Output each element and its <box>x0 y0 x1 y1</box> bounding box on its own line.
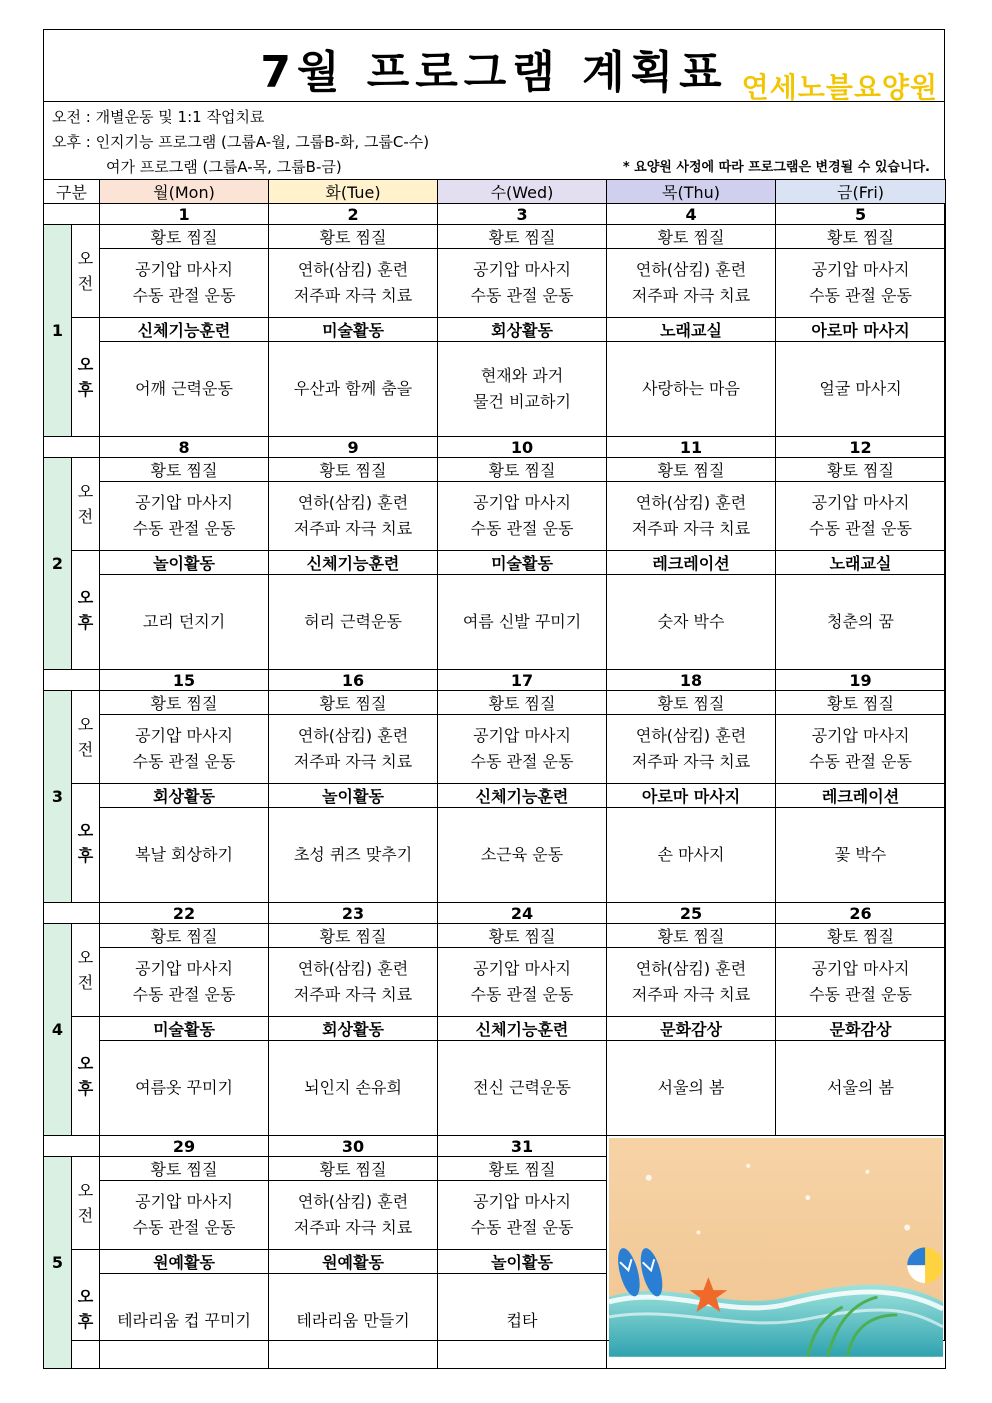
date-row <box>44 437 946 458</box>
am-program-row <box>44 249 946 318</box>
pm-program-cell: 테라리움 컵 꾸미기 <box>100 1274 269 1369</box>
note-am: 오전 : 개별운동 및 1:1 작업치료 <box>52 108 265 126</box>
am-program-row <box>44 482 946 551</box>
am-program-cell: 연하(삼킴) 훈련 저주파 자극 치료 <box>607 948 776 1017</box>
pm-title-cell: 원예활동 <box>100 1250 269 1274</box>
pm-title-cell: 회상활동 <box>269 1017 438 1041</box>
pm-title-cell: 아로마 마사지 <box>776 318 946 342</box>
am-program-cell: 공기압 마사지 수동 관절 운동 <box>100 1181 269 1250</box>
am-task-row <box>44 458 946 482</box>
pm-program-cell: 컵타 <box>438 1274 607 1369</box>
header-day-tue: 화(Tue) <box>269 180 438 204</box>
pm-title-cell: 신체기능훈련 <box>438 784 607 808</box>
am-task-cell: 황토 찜질 <box>269 924 438 948</box>
date-cell: 25 <box>607 903 776 924</box>
pm-title-cell: 회상활동 <box>438 318 607 342</box>
header-day-wed: 수(Wed) <box>438 180 607 204</box>
date-cell: 8 <box>100 437 269 458</box>
am-program-cell: 공기압 마사지 수동 관절 운동 <box>776 249 946 318</box>
pm-program-cell: 초성 퀴즈 맞추기 <box>269 808 438 903</box>
date-cell: 11 <box>607 437 776 458</box>
pm-title-cell: 놀이활동 <box>269 784 438 808</box>
date-cell: 2 <box>269 204 438 225</box>
am-program-cell: 공기압 마사지 수동 관절 운동 <box>100 249 269 318</box>
date-cell: 30 <box>269 1136 438 1157</box>
am-task-cell: 황토 찜질 <box>776 225 946 249</box>
pm-program-cell: 허리 근력운동 <box>269 575 438 670</box>
pm-title-cell: 신체기능훈련 <box>269 551 438 575</box>
date-cell: 26 <box>776 903 946 924</box>
am-task-cell: 황토 찜질 <box>269 1157 438 1181</box>
date-cell: 9 <box>269 437 438 458</box>
pm-title-cell: 노래교실 <box>607 318 776 342</box>
date-cell: 23 <box>269 903 438 924</box>
am-program-cell: 공기압 마사지 수동 관절 운동 <box>100 715 269 784</box>
am-program-cell: 공기압 마사지 수동 관절 운동 <box>438 715 607 784</box>
pm-title-cell: 회상활동 <box>100 784 269 808</box>
am-label: 오 전 <box>72 458 100 551</box>
am-task-cell: 황토 찜질 <box>100 924 269 948</box>
schedule-table <box>43 179 946 1369</box>
am-task-cell: 황토 찜질 <box>438 924 607 948</box>
am-program-cell: 연하(삼킴) 훈련 저주파 자극 치료 <box>607 249 776 318</box>
header-day-fri: 금(Fri) <box>776 180 946 204</box>
title-area <box>44 30 944 102</box>
pm-title-cell: 신체기능훈련 <box>438 1017 607 1041</box>
pm-title-cell: 문화감상 <box>776 1017 946 1041</box>
am-task-cell: 황토 찜질 <box>438 1157 607 1181</box>
pm-program-cell: 얼굴 마사지 <box>776 342 946 437</box>
date-row <box>44 204 946 225</box>
am-task-row <box>44 225 946 249</box>
week-label: 1 <box>44 225 72 437</box>
pm-label: 오 후 <box>72 551 100 670</box>
pm-program-cell: 여름옷 꾸미기 <box>100 1041 269 1136</box>
am-program-cell: 공기압 마사지 수동 관절 운동 <box>776 482 946 551</box>
organization-name: 연세노블요양원 <box>741 71 938 104</box>
pm-title-cell: 레크레이션 <box>607 551 776 575</box>
date-cell: 19 <box>776 670 946 691</box>
pm-program-cell: 현재와 과거 물건 비교하기 <box>438 342 607 437</box>
am-task-cell: 황토 찜질 <box>100 225 269 249</box>
pm-title-row <box>44 318 946 342</box>
pm-program-cell: 소근육 운동 <box>438 808 607 903</box>
header-row <box>44 180 946 204</box>
pm-program-cell: 서울의 봄 <box>607 1041 776 1136</box>
am-program-cell: 공기압 마사지 수동 관절 운동 <box>438 1181 607 1250</box>
date-cell: 15 <box>100 670 269 691</box>
header-day-mon: 월(Mon) <box>100 180 269 204</box>
header-corner: 구분 <box>44 180 100 204</box>
pm-program-cell: 청춘의 꿈 <box>776 575 946 670</box>
am-program-row <box>44 715 946 784</box>
pm-program-row <box>44 342 946 437</box>
date-cell: 24 <box>438 903 607 924</box>
pm-title-cell: 원예활동 <box>269 1250 438 1274</box>
pm-program-cell: 사랑하는 마음 <box>607 342 776 437</box>
date-cell: 16 <box>269 670 438 691</box>
beach-illustration <box>607 1136 946 1369</box>
pm-program-cell: 전신 근력운동 <box>438 1041 607 1136</box>
date-cell: 18 <box>607 670 776 691</box>
pm-title-cell: 놀이활동 <box>438 1250 607 1274</box>
date-row <box>44 1136 946 1157</box>
pm-program-cell: 우산과 함께 춤을 <box>269 342 438 437</box>
date-row-spacer <box>44 670 100 691</box>
am-task-row <box>44 691 946 715</box>
week-label: 5 <box>44 1157 72 1369</box>
am-program-cell: 연하(삼킴) 훈련 저주파 자극 치료 <box>269 249 438 318</box>
notes-section <box>44 102 944 180</box>
note-pm-cognitive: 오후 : 인지기능 프로그램 (그룹A-월, 그룹B-화, 그룹C-수) <box>52 133 430 151</box>
note-pm-leisure: 여가 프로그램 (그룹A-목, 그룹B-금) <box>106 158 342 176</box>
week-label: 4 <box>44 924 72 1136</box>
pm-title-row <box>44 1017 946 1041</box>
pm-title-row <box>44 551 946 575</box>
am-program-cell: 연하(삼킴) 훈련 저주파 자극 치료 <box>269 1181 438 1250</box>
pm-program-row <box>44 808 946 903</box>
page-title: 7월 프로그램 계획표 <box>260 47 728 98</box>
pm-title-cell: 레크레이션 <box>776 784 946 808</box>
am-task-cell: 황토 찜질 <box>776 691 946 715</box>
am-program-cell: 공기압 마사지 수동 관절 운동 <box>438 249 607 318</box>
date-cell: 4 <box>607 204 776 225</box>
am-program-cell: 연하(삼킴) 훈련 저주파 자극 치료 <box>607 715 776 784</box>
am-label: 오 전 <box>72 1157 100 1250</box>
date-row <box>44 670 946 691</box>
am-task-cell: 황토 찜질 <box>776 458 946 482</box>
pm-program-cell: 손 마사지 <box>607 808 776 903</box>
am-task-cell: 황토 찜질 <box>607 924 776 948</box>
pm-title-cell: 미술활동 <box>438 551 607 575</box>
am-task-cell: 황토 찜질 <box>100 458 269 482</box>
am-label: 오 전 <box>72 225 100 318</box>
am-program-cell: 공기압 마사지 수동 관절 운동 <box>100 482 269 551</box>
pm-program-cell: 서울의 봄 <box>776 1041 946 1136</box>
pm-label: 오 후 <box>72 1250 100 1369</box>
pm-title-cell: 미술활동 <box>269 318 438 342</box>
week-label: 3 <box>44 691 72 903</box>
am-program-cell: 공기압 마사지 수동 관절 운동 <box>438 482 607 551</box>
date-row-spacer <box>44 1136 100 1157</box>
pm-label: 오 후 <box>72 318 100 437</box>
schedule-document <box>43 29 945 1341</box>
pm-program-cell: 어깨 근력운동 <box>100 342 269 437</box>
pm-label: 오 후 <box>72 1017 100 1136</box>
date-cell: 22 <box>100 903 269 924</box>
pm-program-row <box>44 1041 946 1136</box>
am-program-cell: 연하(삼킴) 훈련 저주파 자극 치료 <box>607 482 776 551</box>
pm-title-cell: 신체기능훈련 <box>100 318 269 342</box>
date-cell: 17 <box>438 670 607 691</box>
note-disclaimer: * 요양원 사정에 따라 프로그램은 변경될 수 있습니다. <box>622 160 930 175</box>
date-cell: 10 <box>438 437 607 458</box>
am-program-cell: 공기압 마사지 수동 관절 운동 <box>776 715 946 784</box>
week-label: 2 <box>44 458 72 670</box>
pm-program-cell: 숫자 박수 <box>607 575 776 670</box>
header-day-thu: 목(Thu) <box>607 180 776 204</box>
pm-program-cell: 고리 던지기 <box>100 575 269 670</box>
am-program-row <box>44 948 946 1017</box>
date-cell: 29 <box>100 1136 269 1157</box>
am-task-cell: 황토 찜질 <box>607 458 776 482</box>
am-program-cell: 연하(삼킴) 훈련 저주파 자극 치료 <box>269 948 438 1017</box>
am-program-cell: 공기압 마사지 수동 관절 운동 <box>100 948 269 1017</box>
date-row-spacer <box>44 437 100 458</box>
date-row-spacer <box>44 204 100 225</box>
date-cell: 31 <box>438 1136 607 1157</box>
pm-title-cell: 미술활동 <box>100 1017 269 1041</box>
pm-program-cell: 꽃 박수 <box>776 808 946 903</box>
am-task-cell: 황토 찜질 <box>269 225 438 249</box>
am-task-cell: 황토 찜질 <box>607 691 776 715</box>
pm-program-cell: 여름 신발 꾸미기 <box>438 575 607 670</box>
pm-title-row <box>44 784 946 808</box>
am-program-cell: 연하(삼킴) 훈련 저주파 자극 치료 <box>269 482 438 551</box>
am-program-cell: 공기압 마사지 수동 관절 운동 <box>438 948 607 1017</box>
pm-title-cell: 놀이활동 <box>100 551 269 575</box>
am-task-cell: 황토 찜질 <box>776 924 946 948</box>
am-program-cell: 공기압 마사지 수동 관절 운동 <box>776 948 946 1017</box>
pm-program-cell: 테라리움 만들기 <box>269 1274 438 1369</box>
am-task-cell: 황토 찜질 <box>269 458 438 482</box>
pm-title-cell: 문화감상 <box>607 1017 776 1041</box>
am-label: 오 전 <box>72 924 100 1017</box>
am-task-cell: 황토 찜질 <box>100 1157 269 1181</box>
am-label: 오 전 <box>72 691 100 784</box>
am-task-cell: 황토 찜질 <box>100 691 269 715</box>
pm-program-cell: 복날 회상하기 <box>100 808 269 903</box>
date-cell: 5 <box>776 204 946 225</box>
am-task-cell: 황토 찜질 <box>269 691 438 715</box>
date-row-spacer <box>44 903 100 924</box>
date-cell: 3 <box>438 204 607 225</box>
beach-svg <box>609 1138 943 1357</box>
am-task-row <box>44 924 946 948</box>
am-program-cell: 연하(삼킴) 훈련 저주파 자극 치료 <box>269 715 438 784</box>
date-cell: 12 <box>776 437 946 458</box>
am-task-cell: 황토 찜질 <box>438 458 607 482</box>
pm-title-cell: 노래교실 <box>776 551 946 575</box>
am-task-cell: 황토 찜질 <box>438 691 607 715</box>
pm-program-cell: 뇌인지 손유희 <box>269 1041 438 1136</box>
date-row <box>44 903 946 924</box>
date-cell: 1 <box>100 204 269 225</box>
pm-program-row <box>44 575 946 670</box>
am-task-cell: 황토 찜질 <box>438 225 607 249</box>
pm-title-cell: 아로마 마사지 <box>607 784 776 808</box>
am-task-cell: 황토 찜질 <box>607 225 776 249</box>
pm-label: 오 후 <box>72 784 100 903</box>
